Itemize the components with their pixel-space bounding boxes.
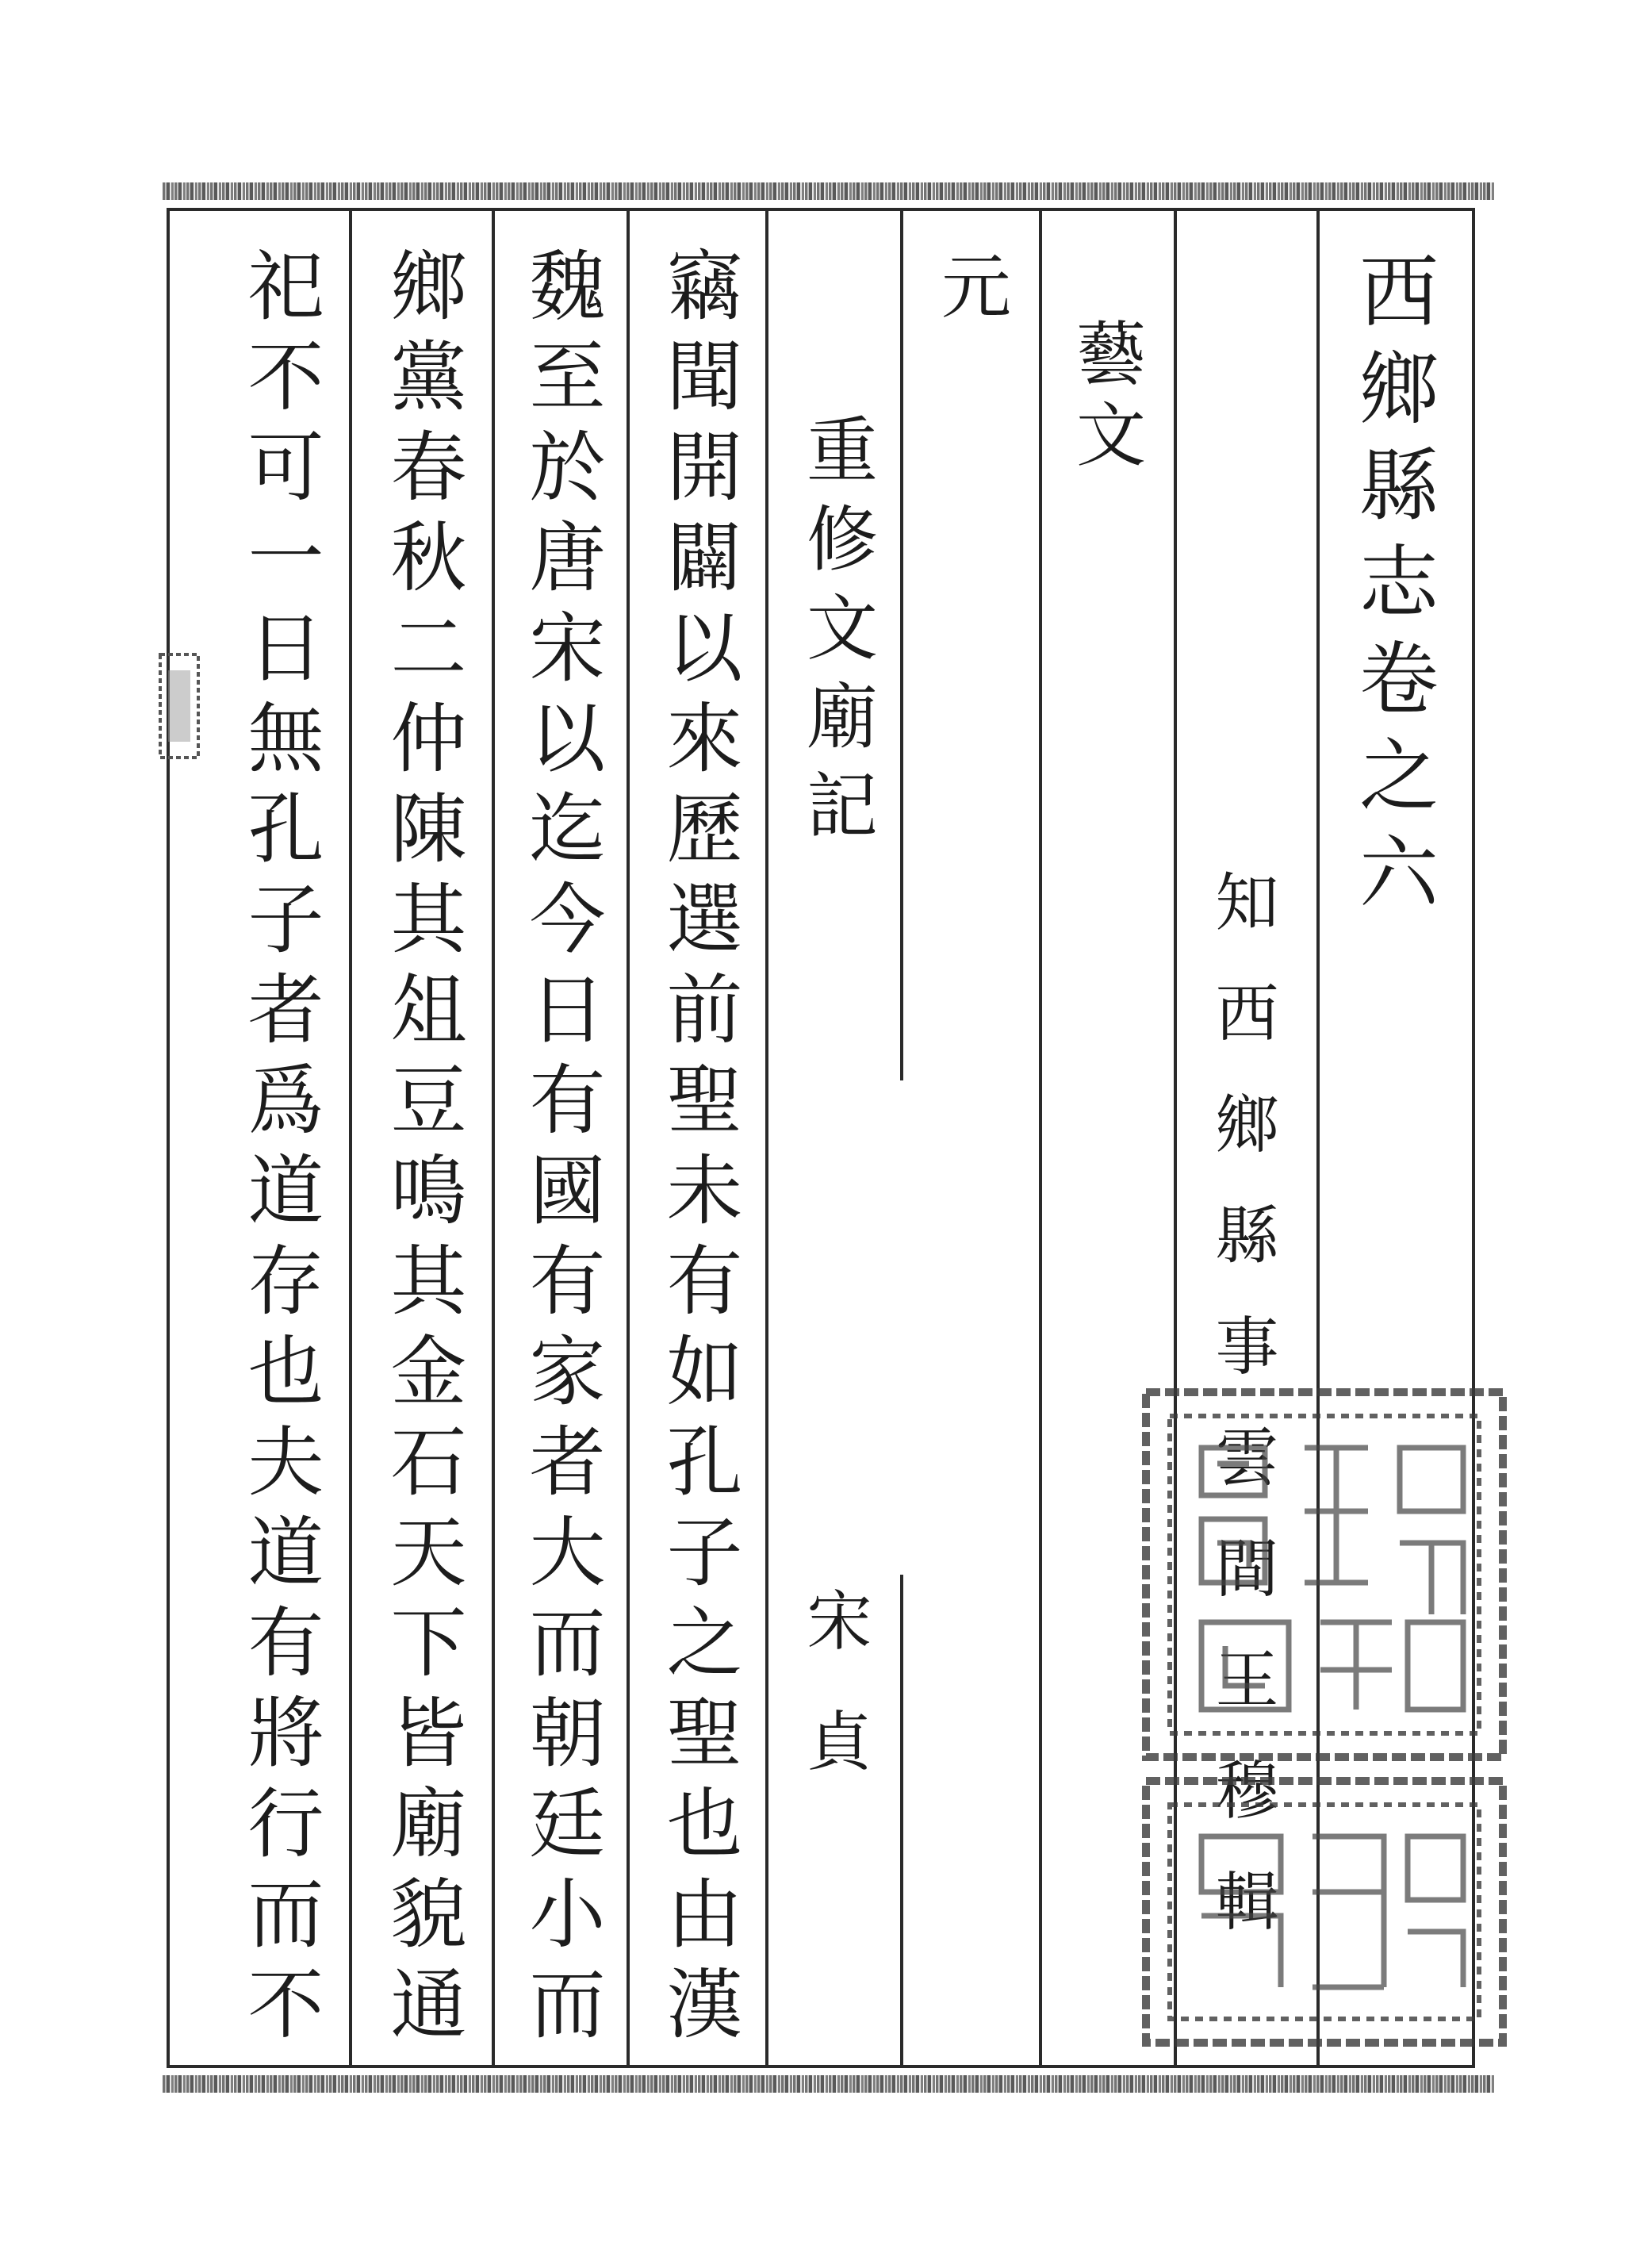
volume-title: 西鄉縣志卷之六: [1346, 250, 1439, 927]
body-column: 魏至於唐宋以迄今日有國有家者大而朝廷小而: [517, 246, 606, 2055]
bottom-border: [163, 2075, 1495, 2093]
column-rule: [765, 208, 768, 2068]
body-column: 祀不可一日無孔子者爲道存也夫道有將行而不: [236, 246, 324, 2055]
column-rule: [627, 208, 630, 2068]
column-rule: [349, 208, 352, 2068]
margin-mark: [155, 647, 203, 766]
column-rule: [900, 1575, 903, 2068]
essay-title: 重修文廟記: [794, 413, 877, 857]
body-column: 鄉黨春秋二仲陳其俎豆鳴其金石天下皆廟貌通: [378, 246, 467, 2055]
compiler-credit: 知西鄉縣事雲間王穆輯: [1205, 869, 1278, 1979]
column-rule: [1039, 208, 1042, 2068]
body-column: 竊聞開闢以來歷選前聖未有如孔子之聖也由漢: [654, 246, 743, 2055]
seal-stamp-icon: [1138, 1384, 1511, 2051]
dynasty-label: 元: [930, 250, 1012, 336]
author-name: 宋貞: [796, 1587, 872, 1828]
top-border: [163, 182, 1495, 200]
section-heading: 藝文: [1065, 317, 1147, 479]
column-rule: [900, 208, 903, 1080]
column-rule: [492, 208, 495, 2068]
